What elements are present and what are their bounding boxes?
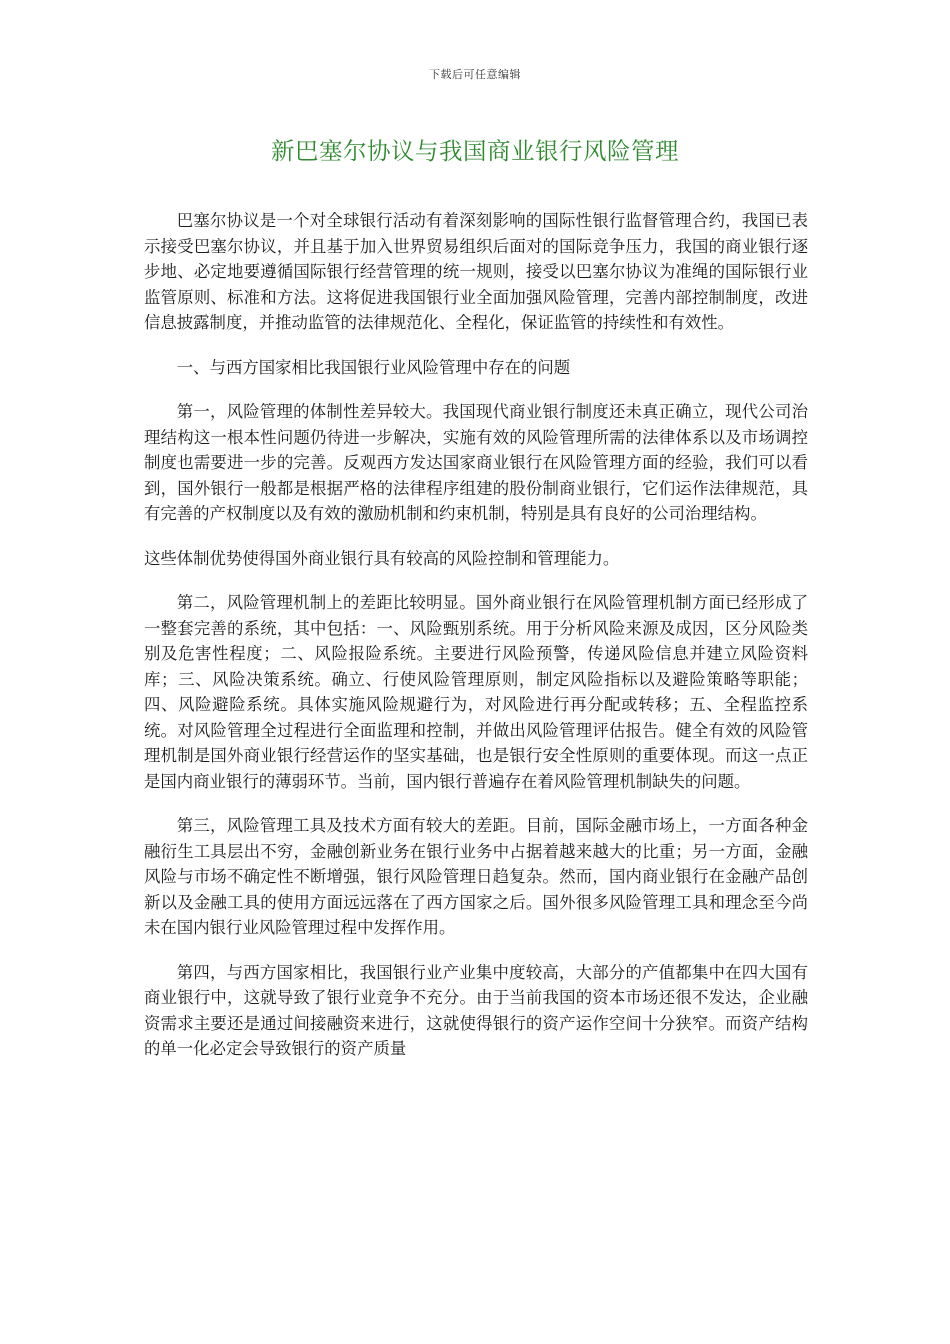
- paragraph-second: 第二，风险管理机制上的差距比较明显。国外商业银行在风险管理机制方面已经形成了一整套完善的系统，其中包括：一、风险甄别系统。用于分析风险来源及成因，区分风险类别及危害性程度；二、风险报险系统。主要进行风险预警，传递风险信息并建立风险资料库；三、风险决策系统。确立、行使风险管理原则，制定风险指标以及避险策略等职能；四、风险避险系统。具体实施风险规避行为，对风险进行再分配或转移；五、全程监控系统。对风险管理全过程进行全面监理和控制，并做出风险管理评估报告。健全有效的风险管理机制是国外商业银行经营运作的坚实基础，也是银行安全性原则的重要体现。而这一点正是国内商业银行的薄弱环节。当前，国内银行普遍存在着风险管理机制缺失的问题。: [144, 593, 808, 791]
- paragraph-third: 第三，风险管理工具及技术方面有较大的差距。目前，国际金融市场上，一方面各种金融衍生工具层出不穷，金融创新业务在银行业务中占据着越来越大的比重；另一方面，金融风险与市场不确定性不断增强，银行风险管理日趋复杂。然而，国内商业银行在金融产品创新以及金融工具的使用方面远远落在了西方国家之后。国外很多风险管理工具和理念至今尚未在国内银行业风险管理过程中发挥作用。: [144, 816, 808, 937]
- document-title: 新巴塞尔协议与我国商业银行风险管理: [271, 137, 679, 165]
- header-note: 下载后可任意编辑: [429, 68, 521, 81]
- paragraph-first: 第一，风险管理的体制性差异较大。我国现代商业银行制度还未真正确立，现代公司治理结构这一根本性问题仍待进一步解决，实施有效的风险管理所需的法律体系以及市场调控制度也需要进一步的完善。反观西方发达国家商业银行在风险管理方面的经验，我们可以看到，国外银行一般都是根据严格的法律程序组建的股份制商业银行，它们运作法律规范，具有完善的产权制度以及有效的激励机制和约束机制，特别是具有良好的公司治理结构。: [144, 402, 808, 523]
- section-heading: 一、与西方国家相比我国银行业风险管理中存在的问题: [176, 357, 571, 377]
- paragraph-intro: 巴塞尔协议是一个对全球银行活动有着深刻影响的国际性银行监督管理合约，我国已表示接受巴塞尔协议，并且基于加入世界贸易组织后面对的国际竞争压力，我国的商业银行逐步地、必定地要遵循国际银行经营管理的统一规则，接受以巴塞尔协议为准绳的国际银行业监管原则、标准和方法。这将促进我国银行业全面加强风险管理，完善内部控制制度，改进信息披露制度，并推动监管的法律规范化、全程化，保证监管的持续性和有效性。: [144, 211, 808, 332]
- paragraph-continuation: 这些体制优势使得国外商业银行具有较高的风险控制和管理能力。: [144, 548, 620, 568]
- paragraph-fourth: 第四，与西方国家相比，我国银行业产业集中度较高，大部分的产值都集中在四大国有商业银行中，这就导致了银行业竞争不充分。由于当前我国的资本市场还很不发达，企业融资需求主要还是通过间接融资来进行，这就使得银行的资产运作空间十分狭窄。而资产结构的单一化必定会导致银行的资产质量: [144, 962, 808, 1058]
- document-body: [144, 208, 808, 1062]
